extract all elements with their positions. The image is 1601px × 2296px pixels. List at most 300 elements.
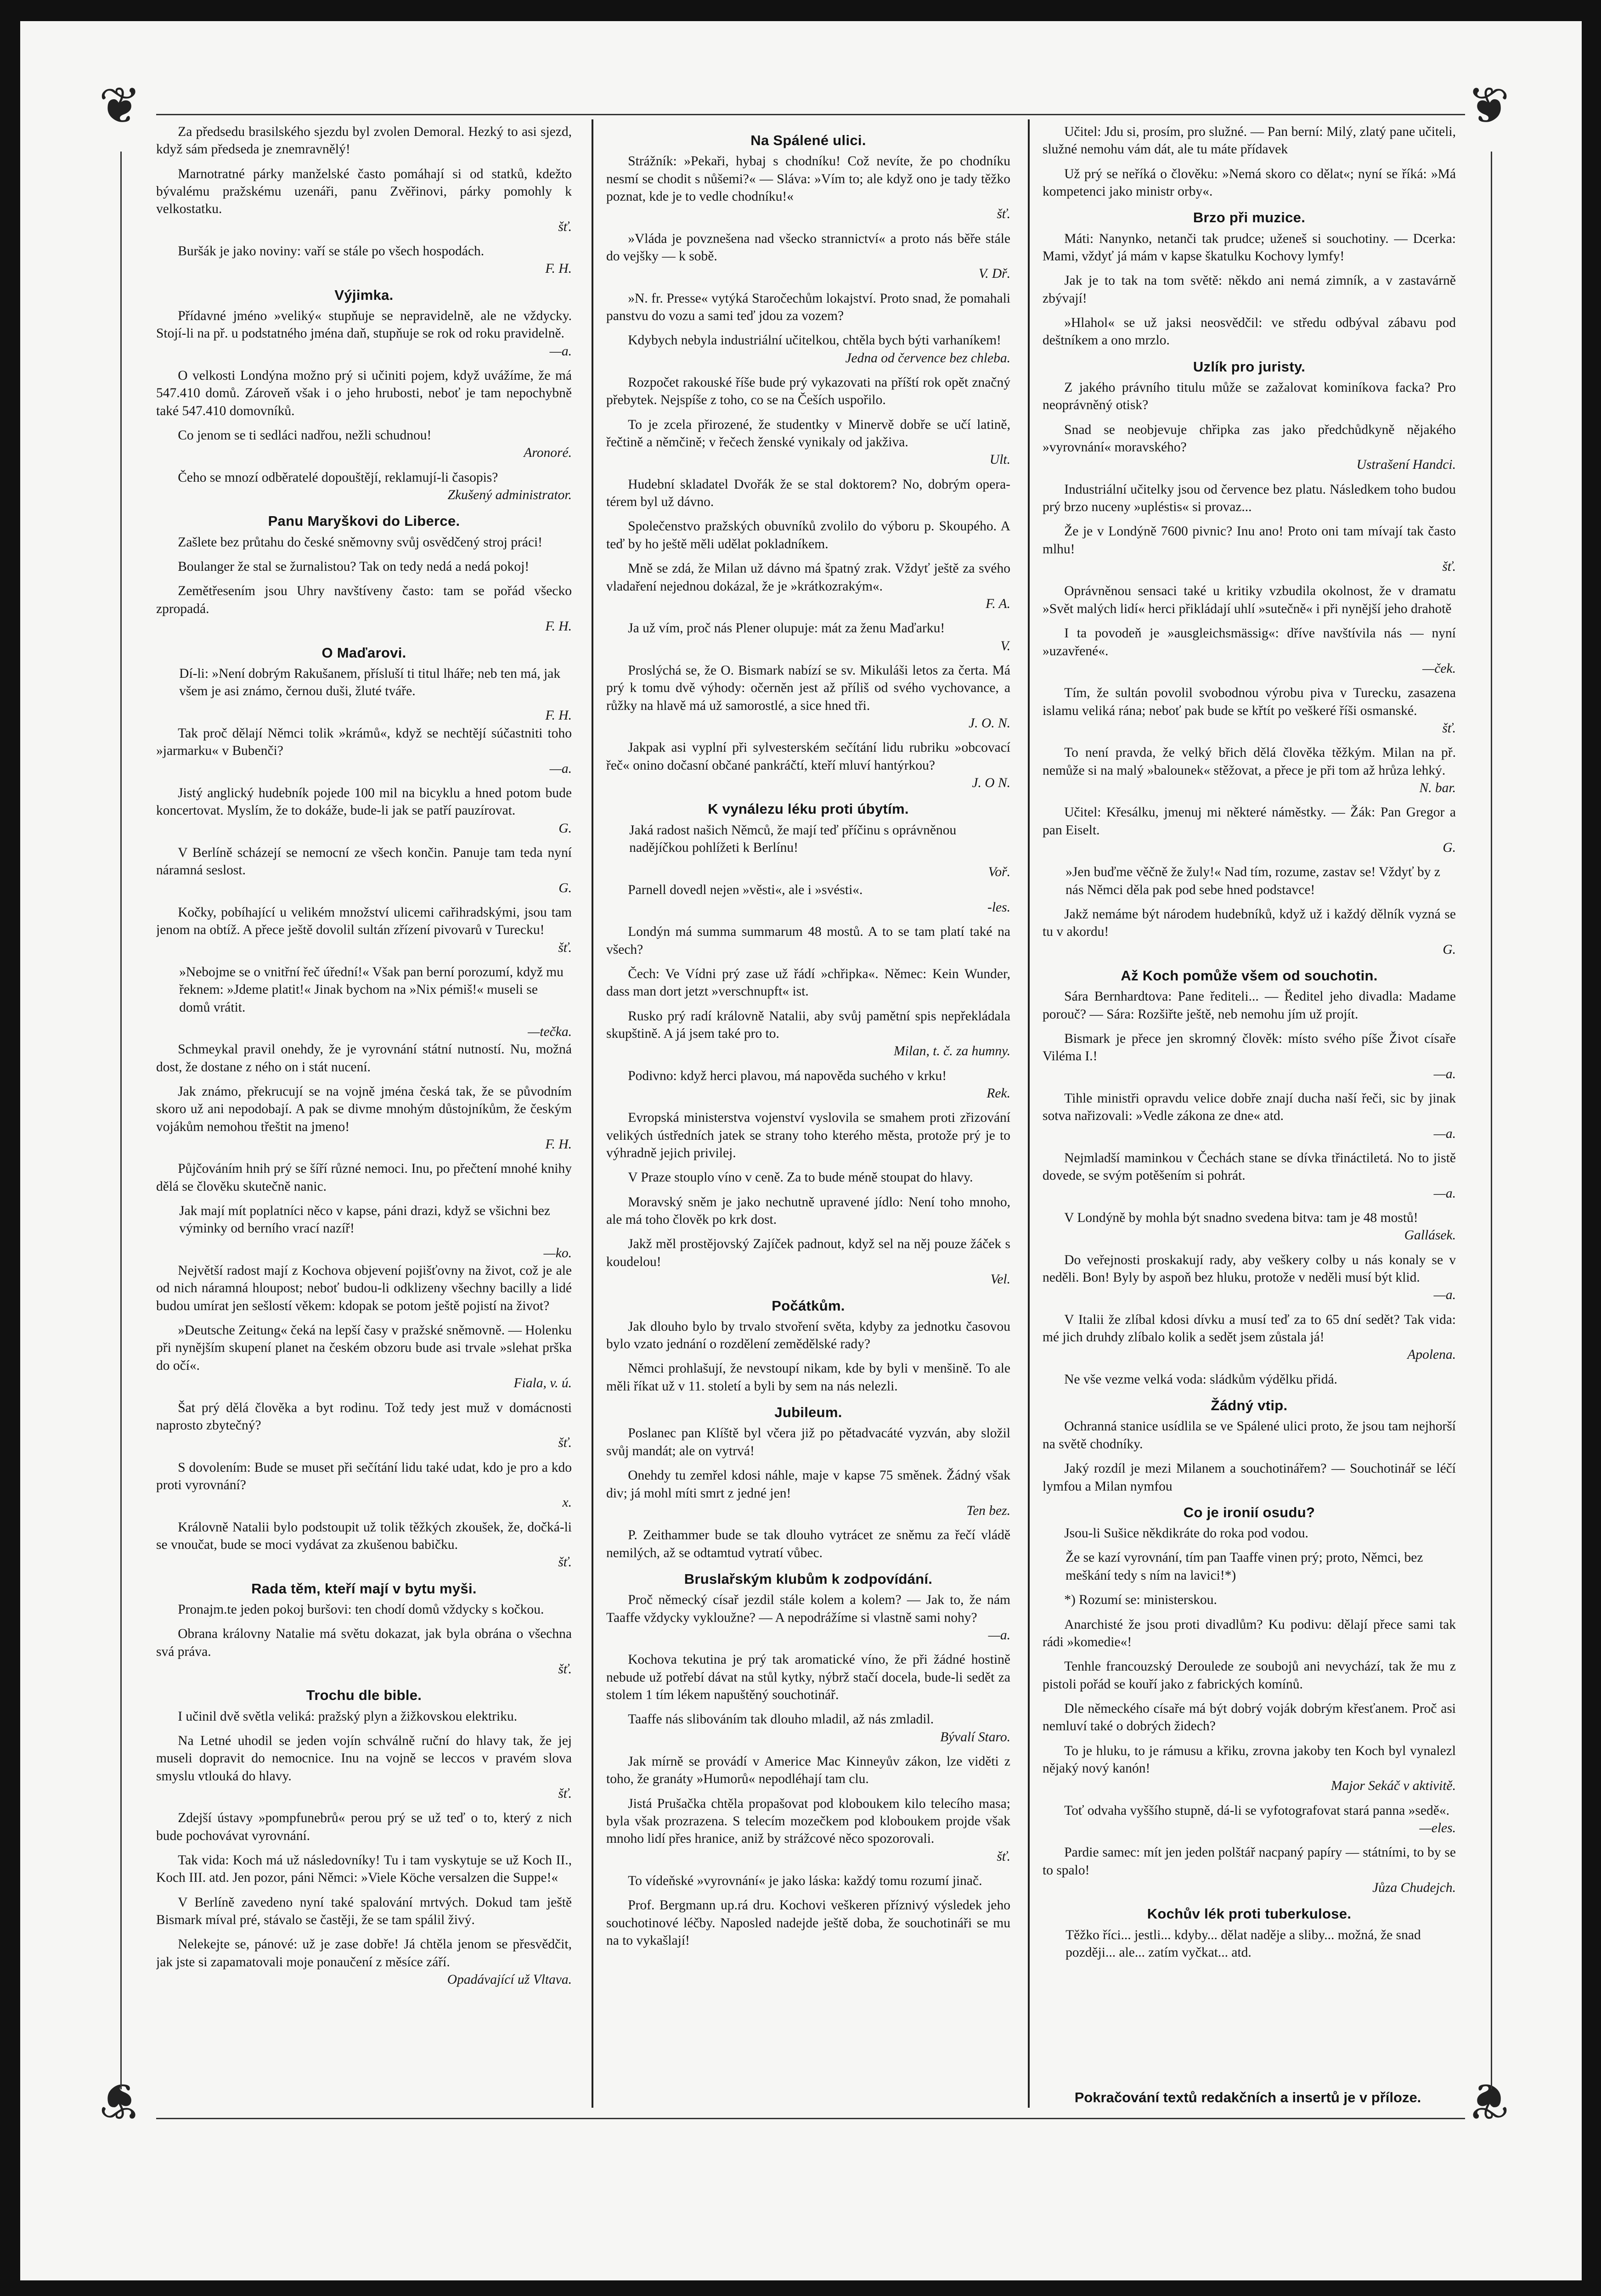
- author-signature: Bývalí Staro.: [940, 1729, 1010, 1745]
- corner-ornament-bottom-left-icon: ❦: [99, 2071, 141, 2130]
- item-text: Do veřejnosti proskakují rady, aby veškery colby u nás konaly se v neděli. Bon! Byly by aspoň bez hluku, protože v neděli musí být klid.: [1043, 1252, 1456, 1285]
- author-signature: —eles.: [1419, 1820, 1456, 1835]
- news-item: [156, 1708, 572, 1725]
- item-text: Anarchisté že jsou proti divadlům? Ku podivu: dělají přece sami tak rádi »komedie«!: [1043, 1617, 1456, 1649]
- item-text: Schmeykal pravil onehdy, že je vyrovnání státní nutností. Nu, možná dost, že dostane z ného on i stát nucení.: [156, 1042, 572, 1075]
- news-item: [1043, 804, 1456, 856]
- news-item: [1043, 906, 1456, 958]
- author-signature: šť.: [558, 1661, 572, 1677]
- item-text: Ochranná stanice usídlila se ve Spálené ulici proto, že jsou tam nejhorší na světě chodníky.: [1043, 1419, 1456, 1452]
- item-text: Největší radost mají z Kochova objevení pojišťovny na život, což je ale od nich náramná hloupost; neboť budou-li odklizeny všechny bacilly a lidé budou umírat jen sešlostí věkem: kdopak se potom ještě pojistí na život?: [156, 1263, 572, 1313]
- news-item: [1043, 1700, 1456, 1735]
- frame-rule-left: [120, 152, 122, 2089]
- verse-item: [179, 665, 572, 700]
- news-item: [606, 1872, 1010, 1890]
- item-text: O Maďarovi.: [321, 644, 406, 661]
- news-item: [1043, 1525, 1456, 1542]
- item-text: V Londýně by mohla být snadno svedena bitva: tam je 48 mostů!: [1064, 1210, 1418, 1226]
- section-heading: [156, 1686, 572, 1705]
- section-heading: [1043, 1905, 1456, 1923]
- news-item: [606, 1651, 1010, 1704]
- news-item: [1043, 314, 1456, 349]
- item-text: Pronajm.te jeden pokoj buršovi: ten chodí domů vždycky s kočkou.: [178, 1602, 544, 1617]
- item-text: Hudební skladatel Dvořák že se stal doktorem? No, dobrým opera-térem byl už dávno.: [606, 477, 1010, 510]
- news-item: [156, 307, 572, 360]
- item-text: K vynálezu léku proti úbytím.: [708, 801, 909, 817]
- news-item: [156, 1732, 572, 1802]
- news-item: [1043, 582, 1456, 618]
- item-text: »N. fr. Presse« vytýká Staročechům lokajství. Proto snad, že pomahali panstvu do vozu a sami teď jdou za vozem?: [606, 291, 1010, 324]
- item-text: Společenstvo pražských obuvníků zvolilo do výboru p. Skoupého. A teď by ho ještě měli udělat pokladníkem.: [606, 519, 1010, 551]
- item-text: Buršák je jako noviny: vaří se stále po všech hospodách.: [178, 244, 485, 259]
- text-column-2: [606, 123, 1010, 2111]
- section-heading: [606, 800, 1010, 818]
- news-item: [606, 1467, 1010, 1519]
- column-divider: [592, 119, 593, 2108]
- frame-rule-top: [156, 114, 1465, 115]
- item-text: Marnotratné párky manželské často pomáhají si od statků, kdežto bývalému pražskému uzenáři, panu Zvěřinovi, párky pomohly k velkostatku.: [156, 166, 572, 217]
- item-text: »Vláda je povznešena nad všecko strannictví« a proto nás běře stále do vejšky — k sobě.: [606, 231, 1010, 264]
- item-text: Jaká radost našich Němců, že mají teď příčinu s oprávněnou nadějíčkou pohlížeti k Berlínu!: [629, 822, 957, 855]
- news-item: [606, 374, 1010, 409]
- author-signature: šť.: [558, 940, 572, 955]
- author-signature: V.: [1000, 638, 1010, 653]
- author-signature: F. H.: [545, 261, 572, 276]
- item-text: Podivno: když herci plavou, má napověda suchého v krku!: [628, 1068, 947, 1083]
- item-text: Máti: Nanynko, netanči tak prudce; uženeš si souchotiny. — Dcerka: Mami, vždyť já mám v kapse škatulku Kochovy lymfy!: [1043, 231, 1456, 264]
- news-item: [1043, 744, 1456, 797]
- news-item: [606, 1591, 1010, 1644]
- section-heading: [156, 1580, 572, 1598]
- section-heading: [606, 1570, 1010, 1588]
- corner-ornament-bottom-right-icon: ❦: [1467, 2071, 1510, 2130]
- section-heading: [606, 1297, 1010, 1315]
- news-item: [1043, 272, 1456, 307]
- item-text: Evropská ministerstva vojenství vyslovila se smahem proti zřizování velikých ústředních jatek se strany toho kterého města, protože prý je to výhradně jejich privilej.: [606, 1110, 1010, 1161]
- news-item: [606, 923, 1010, 958]
- news-item: [156, 1936, 572, 1988]
- item-text: Tenhle francouzský Deroulede ze soubojů ani nevychází, tak že mu z pistoli pořád se kouří jako z fabrických komínů.: [1043, 1659, 1456, 1692]
- item-text: Londýn má summa summarum 48 mostů. A to se tam platí také na všech?: [606, 924, 1010, 957]
- news-item: [1043, 684, 1456, 737]
- news-item: [606, 1109, 1010, 1162]
- item-text: Kochův lék proti tuberkulose.: [1147, 1906, 1352, 1922]
- item-text: Jak je to tak na tom světě: někdo ani nemá zimník, a v zastavárně zbývají!: [1043, 273, 1456, 306]
- author-signature: šť.: [1442, 559, 1456, 574]
- author-signature: x.: [562, 1495, 572, 1510]
- item-text: Počátkům.: [772, 1297, 845, 1314]
- item-text: Uzlík pro juristy.: [1193, 358, 1306, 375]
- item-text: Proslýchá se, že O. Bismark nabízí se sv. Mikuláši letos za čerta. Má prý k tomu dvě výhody: očerněn jest až příliš od svého vychovance, a růžky na hlavě má už samorostlé, a sice hned tři.: [606, 663, 1010, 713]
- news-item: [156, 1160, 572, 1195]
- author-signature: —a.: [988, 1627, 1010, 1643]
- item-text: Přídavné jméno »veliký« stupňuje se nepravidelně, ale ne vždycky. Stojí-li na př. u podstatného jména daň, stupňuje se rok od roku pravidelně.: [156, 309, 572, 341]
- section-heading: [156, 644, 572, 662]
- item-text: Sára Bernhardtova: Pane řediteli... — Ředitel jeho divadla: Madame porouč? — Sára: Rozšiřte ještě, neb nemohu jím už projít.: [1043, 989, 1456, 1022]
- author-signature: F. H.: [545, 619, 572, 634]
- item-text: V Berlíně zavedeno nyní také spalování mrtvých. Dokud tam ještě Bismark míval pré, stávalo se častěji, že se tam spálil živý.: [156, 1895, 572, 1928]
- item-text: Šat prý dělá člověka a byt rodinu. Tož tedy jest muž v domácnosti naprosto zbytečný?: [156, 1400, 572, 1433]
- item-text: Jubileum.: [774, 1404, 842, 1421]
- item-text: Čech: Ve Vídni prý zase už řádí »chřipka«. Němec: Kein Wunder, dass man dort jetzt »verschnupft« ist.: [606, 967, 1010, 999]
- news-item: [606, 1318, 1010, 1353]
- author-signature: —a.: [1433, 1126, 1456, 1141]
- item-text: Panu Maryškovi do Liberce.: [268, 513, 460, 529]
- item-text: Brzo při muzice.: [1193, 209, 1306, 226]
- item-text: V Italii že zlíbal kdosi dívku a musí teď za to 65 dní sedět? Tak vida: mé jich druhdy zlíbalo kolik a sedět jsem zůstala já!: [1043, 1312, 1456, 1345]
- news-item: [1043, 1742, 1456, 1795]
- author-signature: —a.: [1433, 1066, 1456, 1081]
- news-item: [156, 1459, 572, 1512]
- news-item: [156, 242, 572, 278]
- author-signature: G.: [1443, 942, 1456, 957]
- news-item: [156, 582, 572, 635]
- verse-item: [179, 963, 572, 1016]
- corner-ornament-top-left-icon: ❦: [99, 76, 141, 135]
- news-item: [1043, 1658, 1456, 1693]
- item-text: Proč německý císař jezdil stále kolem a kolem? — Jak to, že nám Taaffe vždycky vykloužne? — A nepodrážíme si vlastně sami nohy?: [606, 1593, 1010, 1625]
- section-heading: [606, 1403, 1010, 1422]
- news-item: [606, 152, 1010, 223]
- news-item: [1043, 481, 1456, 516]
- item-text: Taaffe nás slibováním tak dlouho mladil, až nás zmladil.: [628, 1712, 934, 1727]
- item-text: Jakpak asi vyplní při sylvesterském sečítání lidu rubriku »obcovací řeč« onino dočasní občané pankráčtí, kteří mluví hantýrkou?: [606, 740, 1010, 773]
- news-item: [156, 1041, 572, 1076]
- news-item: [1043, 421, 1456, 474]
- item-text: Jakž nemáme být národem hudebníků, když už i každý dělník vyzná se tu v akordu!: [1043, 906, 1456, 940]
- item-text: Učitel: Křesálku, jmenuj mi některé náměstky. — Žák: Pan Gregor a pan Eiselt.: [1043, 805, 1456, 838]
- author-signature: Rek.: [987, 1086, 1010, 1101]
- news-item: [1043, 379, 1456, 414]
- news-item: [1043, 1616, 1456, 1651]
- item-text: Že je v Londýně 7600 pivnic? Inu ano! Proto oni tam mívají tak často mlhu!: [1043, 524, 1456, 557]
- item-text: Půjčováním hnih prý se šíří různé nemoci. Inu, po přečtení mnohé knihy dělá se člověku skutečně nanic.: [156, 1161, 572, 1194]
- news-item: [606, 619, 1010, 655]
- news-item: [606, 965, 1010, 1001]
- item-text: Bruslařským klubům k zodpovídání.: [684, 1570, 933, 1587]
- news-item: [156, 165, 572, 236]
- verse-item: [1065, 863, 1456, 899]
- news-item: [606, 1896, 1010, 1949]
- item-text: Jak mají mít poplatníci něco v kapse, páni drazi, když se všichni bez výminky od berního vrací nazíř!: [179, 1204, 550, 1236]
- news-item: [156, 1322, 572, 1392]
- news-item: [156, 1851, 572, 1887]
- item-text: Jakž měl prostějovský Zajíček padnout, když sel na něj pouze žáček s koudelou!: [606, 1237, 1010, 1269]
- author-signature: šť.: [558, 1435, 572, 1451]
- news-item: [606, 560, 1010, 613]
- news-item: [1043, 1591, 1456, 1609]
- news-item: [156, 904, 572, 957]
- news-item: [156, 427, 572, 462]
- news-item: [606, 1526, 1010, 1562]
- item-text: Prof. Bergmann up.rá dru. Kochovi veškeren příznivý výsledek jeho souchotinové léčby. Naposled nadejde ještě doba, že souchotináři se mu na to vykašlají!: [606, 1898, 1010, 1948]
- author-signature: J. O. N.: [969, 715, 1010, 731]
- author-signature: —a.: [549, 761, 572, 776]
- verse-item: [1065, 1926, 1456, 1962]
- section-heading: [1043, 208, 1456, 227]
- author-signature: —tečka.: [528, 1024, 572, 1039]
- item-text: Z jakého právního titulu může se zažalovat kominíkova facka? Pro neoprávněný otisk?: [1043, 380, 1456, 413]
- author-signature: šť.: [997, 1849, 1010, 1864]
- item-text: *) Rozumí se: ministerskou.: [1064, 1593, 1217, 1608]
- item-text: To je zcela přirozené, že studentky v Minervě dobře se učí latině, řečtině a němčině; v řečech ženské vynikaly od jakživa.: [606, 417, 1010, 450]
- news-item: [1043, 1371, 1456, 1388]
- author-signature: —a.: [1433, 1186, 1456, 1201]
- news-item: [606, 416, 1010, 469]
- item-text: Nejmladší maminkou v Čechách stane se dívka třináctiletá. No to jistě dovede, se svým potěšením si pohrát.: [1043, 1151, 1456, 1183]
- item-text: Poslanec pan Klíště byl včera již po pětadvacáté vyzván, aby složil svůj mandát; ale on vytrvá!: [606, 1426, 1010, 1458]
- item-text: Rozpočet rakouské říše bude prý vykazovati na příští rok opět značný přebytek. Nejspíše z toho, co se na Češích uspořilo.: [606, 375, 1010, 408]
- news-item: [606, 1360, 1010, 1395]
- item-text: Oprávněnou sensaci také u kritiky vzbudila okolnost, že v dramatu »Svět malých lidí« herci přikládají uhlí »sutečně« i při nynější jeho drahotě: [1043, 584, 1456, 616]
- author-signature: Vel.: [990, 1272, 1010, 1287]
- news-item: [606, 1753, 1010, 1788]
- section-heading: [156, 512, 572, 530]
- item-text: »Jen buďme věčně že žuly!« Nad tím, rozume, zastav se! Vždyť by z nás Němci děla pak pod sebe hned podstavce!: [1065, 865, 1441, 897]
- news-item: [156, 1399, 572, 1452]
- author-signature: Ustrašení Handci.: [1356, 457, 1456, 473]
- section-heading: [1043, 1503, 1456, 1522]
- item-text: Žádný vtip.: [1211, 1397, 1288, 1414]
- item-text: Tihle ministři opravdu velice dobře znají ducha naší řeči, sic by jinak sotva nařizovali: »Vedle zákona ze dne« atd.: [1043, 1091, 1456, 1124]
- author-signature: Gallásek.: [1404, 1228, 1456, 1243]
- news-item: [156, 1809, 572, 1845]
- news-item: [606, 1235, 1010, 1288]
- item-text: Mně se zdá, že Milan už dávno má špatný zrak. Vždyť ještě za svého vladaření nejednou dokázal, že je »krátkozrakým«.: [606, 561, 1010, 594]
- author-signature: G.: [558, 821, 572, 836]
- author-signature: Ten bez.: [966, 1503, 1010, 1518]
- item-text: Boulanger že stal se žurnalistou? Tak on tedy nedá a nedá pokoj!: [178, 559, 530, 574]
- item-text: Moravský sněm je jako nechutně upravené jídlo: Není toho mnoho, ale má toho člověk po krk dost.: [606, 1194, 1010, 1227]
- item-text: Zemětřesením jsou Uhry navštíveny často: tam se pořád všecko zpropadá.: [156, 584, 572, 616]
- author-signature: —ček.: [1422, 661, 1456, 676]
- news-item: [156, 844, 572, 897]
- author-signature: F. H.: [545, 1137, 572, 1152]
- author-signature: G.: [558, 880, 572, 895]
- section-heading: [1043, 1396, 1456, 1415]
- section-heading: [1043, 358, 1456, 376]
- author-signature: F. A.: [986, 596, 1010, 611]
- news-item: [1043, 1460, 1456, 1495]
- item-text: Rusko prý radí královně Natalii, aby svůj pamětní spis nepřekládala skupštině. A já jsem také pro to.: [606, 1008, 1010, 1041]
- author-signature: Zkušený administrator.: [447, 488, 572, 503]
- news-item: [606, 290, 1010, 325]
- news-item: [606, 1067, 1010, 1103]
- item-text: To není pravda, že velký břich dělá člověka těžkým. Milan na př. nemůže si na malý »balounek« stěžovat, a přece je při tom až hrůza lehký.: [1043, 745, 1456, 778]
- item-text: »Hlahol« se už jaksi neosvědčil: ve středu odbýval zábavu pod deštníkem a ono mrzlo.: [1043, 315, 1456, 348]
- frame-rule-bottom: [156, 2118, 1465, 2119]
- author-signature: —a.: [1433, 1288, 1456, 1303]
- item-text: Že se kazí vyrovnání, tím pan Taaffe vinen prý; proto, Němci, bez meškání tedy s ním na lavici!*): [1065, 1550, 1423, 1583]
- author-signature: Major Sekáč v aktivitě.: [1331, 1778, 1456, 1794]
- news-item: [1043, 1209, 1456, 1244]
- verse-item: [1065, 1549, 1456, 1584]
- author-signature: Voř.: [988, 865, 1010, 880]
- author-signature: N. bar.: [1419, 780, 1456, 795]
- item-text: Parnell dovedl nejen »věsti«, ale i »svésti«.: [628, 882, 863, 897]
- news-item: [156, 1262, 572, 1315]
- item-text: O velkosti Londýna možno prý si učiniti pojem, když uvážíme, že má 547.410 domů. Zároveň však i o jeho hrubosti, neboť je tam nepochybně také 547.410 domovníků.: [156, 368, 572, 418]
- item-text: Ne vše vezme velká voda: sládkům výdělku přidá.: [1064, 1372, 1337, 1387]
- author-signature: šť.: [558, 1786, 572, 1801]
- item-text: Strážník: »Pekaři, hybaj s chodníku! Což nevíte, že po chodníku nesmí se chodit s nůšemi?« — Sláva: »Vím to; ale když ono je tady těžko poznat, kde je to vedle chodníku!«: [606, 154, 1010, 204]
- author-signature: Opadávající už Vltava.: [447, 1972, 572, 1987]
- news-item: [606, 1795, 1010, 1865]
- item-text: I učinil dvě světla veliká: pražský plyn a žižkovskou elektriku.: [178, 1709, 518, 1724]
- author-signature: —a.: [549, 343, 572, 359]
- section-heading: [1043, 967, 1456, 985]
- item-text: Jsou-li Sušice někdikráte do roka pod vodou.: [1064, 1526, 1308, 1541]
- text-column-3: [1043, 123, 1456, 2111]
- item-text: Jistá Prušačka chtěla propašovat pod kloboukem kilo telecího masa; byla však prozrazena. S telecím mozečkem pod kloboukem projde však mnoho lidí přes hranice, aniž by strážcové něco spozorovali.: [606, 1796, 1010, 1846]
- item-text: »Deutsche Zeitung« čeká na lepší časy v pražské sněmovně. — Holenku při nynějším skupení planet na českém obzoru bude asi trvale »slehat prška do očí«.: [156, 1323, 572, 1373]
- item-text: »Nebojme se o vnitřní řeč úřední!« Však pan berní porozumí, když mu řeknem: »Jdeme platit!« Jinak bychom na »Nix pémiš!« museli se domů vrátit.: [179, 964, 564, 1015]
- item-text: To vídeňské »vyrovnání« je jako láska: každý tomu rozumí jinač.: [628, 1873, 982, 1888]
- item-text: Toť odvaha vyššího stupně, dá-li se vyfotografovat stará panna »sedě«.: [1064, 1803, 1449, 1818]
- item-text: Co je ironií osudu?: [1183, 1504, 1315, 1520]
- item-text: Onehdy tu zemřel kdosi náhle, maje v kapse 75 směnek. Žádný však div; já mohl míti smrt z jedné jen!: [606, 1468, 1010, 1501]
- news-item: [1043, 165, 1456, 201]
- item-text: Co jenom se ti sedláci nadřou, nežli schudnou!: [178, 428, 432, 443]
- item-text: Nelekejte se, pánové: už je zase dobře! Já chtěla jenom se přesvědčit, jak jste si zapamatovali moje ponaučení z měsíce září.: [156, 1937, 572, 1970]
- item-text: Už prý se neříká o člověku: »Nemá skoro co dělat«; nyní se říká: »Má kompetenci jako ministr orby«.: [1043, 166, 1456, 199]
- news-item: [606, 1711, 1010, 1746]
- author-signature: F. H.: [545, 708, 572, 723]
- news-item: [156, 123, 572, 158]
- item-text: Jistý anglický hudebník pojede 100 mil na bicyklu a hned potom bude koncertovat. Myslím, že to dokáže, bude-li jak se patří pauzírovat.: [156, 785, 572, 818]
- author-signature: G.: [1443, 840, 1456, 855]
- item-text: Trochu dle bible.: [306, 1687, 422, 1704]
- item-text: Kočky, pobíhající u velikém množství ulicemi cařihradskými, jsou tam jenom na obtíž. A přece ještě dovolil sultán zřízení pivovarů v Turecku!: [156, 905, 572, 938]
- item-text: Obrana královny Natalie má světu dokazat, jak byla obrána o všechna svá práva.: [156, 1626, 572, 1659]
- item-text: Jak mírně se provádí v Americe Mac Kinneyův zákon, lze viděti z toho, že granáty »Humorů« nepodléhají tam clu.: [606, 1754, 1010, 1787]
- item-text: Čeho se mnozí odběratelé dopouštějí, reklamují-li časopis?: [178, 470, 498, 485]
- item-text: Pardie samec: mít jen jeden polštář nacpaný papíry — státními, to by se to spalo!: [1043, 1845, 1456, 1878]
- item-text: Těžko říci... jestli... kdyby... dělat naděje a sliby... možná, že snad později... ale... zatím vyčkat... atd.: [1065, 1927, 1421, 1960]
- item-text: Tím, že sultán povolil svobodnou výrobu piva v Turecku, zasazena islamu veliká rána; neboť pak bude se křtít po veškeré říši osmanské.: [1043, 686, 1456, 718]
- news-item: [606, 662, 1010, 732]
- item-text: Jak dlouho bylo by trvalo stvoření světa, kdyby za jednotku časovou bylo vzato jednání o rozdělení zemědělské rady?: [606, 1319, 1010, 1352]
- author-signature: —ko.: [543, 1245, 572, 1261]
- news-item: [156, 1519, 572, 1571]
- author-signature: Apolena.: [1407, 1347, 1456, 1362]
- item-text: I ta povodeň je »ausgleichsmässig«: dříve navštívila nás — nyní »uzavřené«.: [1043, 626, 1456, 658]
- news-item: [606, 518, 1010, 553]
- news-item: [1043, 1418, 1456, 1453]
- news-item: [156, 469, 572, 504]
- item-text: Dí-li: »Není dobrým Rakušanem, přísluší ti titul lháře; neb ten má, jak všem je asi známo, černou duši, žluté tváře.: [179, 666, 561, 699]
- item-text: S dovolením: Bude se muset při sečítání lidu také udat, kdo je pro a kdo proti vyrovnání?: [156, 1460, 572, 1492]
- news-item: [606, 1193, 1010, 1229]
- continuation-note: Pokračování textů redakčních a insertů je v příloze.: [1074, 2089, 1421, 2105]
- news-item: [606, 881, 1010, 917]
- author-signature: Aronoré.: [524, 445, 572, 461]
- news-item: [606, 1424, 1010, 1460]
- author-signature: Jedna od července bez chleba.: [845, 350, 1010, 366]
- item-text: Zašlete bez průtahu do české sněmovny svůj osvědčený stroj práci!: [178, 535, 542, 550]
- item-text: P. Zeithammer bude se tak dlouho vytrácet ze sněmu za řečí vládě nemilých, až se odtamtud vytratí vůbec.: [606, 1528, 1010, 1560]
- author-signature: Fiala, v. ú.: [513, 1376, 572, 1391]
- item-text: Rada těm, kteří mají v bytu myši.: [251, 1580, 477, 1597]
- news-item: [156, 534, 572, 551]
- item-text: V Praze stouplo víno v ceně. Za to bude méně stoupat do hlavy.: [628, 1170, 973, 1185]
- author-signature: Jůza Chudejch.: [1372, 1880, 1456, 1895]
- news-item: [606, 230, 1010, 283]
- item-text: Němci prohlašují, že nevstoupí nikam, kde by byli v menšině. To ale měli říkat už v 11. století a byli by sem na nás nelezli.: [606, 1361, 1010, 1394]
- item-text: Tak proč dělají Němci tolik »krámů«, když se nechtějí súčastniti toho »jarmarku« v Bubenči?: [156, 726, 572, 759]
- item-text: Jak známo, překrucují se na vojně jména česká tak, že se původním skoro už ani nepodobají. A pak se divme mnohým důstojníkům, že českým vojákům nemohou třeštit na jmeno!: [156, 1084, 572, 1134]
- news-item: [156, 784, 572, 837]
- news-item: [1043, 1149, 1456, 1202]
- news-item: [156, 558, 572, 575]
- text-column-1: [156, 123, 572, 2111]
- item-text: Dle německého císaře má být dobrý voják dobrým křesťanem. Proč asi nemluví také o dobrých židech?: [1043, 1701, 1456, 1734]
- news-item: [156, 1601, 572, 1618]
- news-item: [1043, 1090, 1456, 1142]
- item-text: Na Letné uhodil se jeden vojín schválně ruční do hlavy tak, že jej museli dopravit do nemocnice. Inu na vojně se leccos v pravém slova smyslu vtlouká do hlavy.: [156, 1733, 572, 1784]
- item-text: Kdybych nebyla industriální učitelkou, chtěla bych býti varhaníkem!: [628, 333, 1001, 348]
- news-item: [606, 332, 1010, 367]
- author-signature: Ult.: [989, 452, 1010, 467]
- verse-item: [179, 1202, 572, 1238]
- item-text: Až Koch pomůže všem od souchotin.: [1121, 968, 1378, 984]
- news-item: [606, 1007, 1010, 1060]
- news-item: [156, 1083, 572, 1153]
- author-signature: šť.: [997, 207, 1010, 222]
- news-item: [1043, 1802, 1456, 1837]
- item-text: Ja už vím, proč nás Plener olupuje: mát za ženu Maďarku!: [628, 621, 945, 636]
- author-signature: V. Dř.: [978, 266, 1010, 281]
- corner-ornament-top-right-icon: ❦: [1467, 76, 1510, 135]
- item-text: V Berlíně scházejí se nemocní ze všech končin. Panuje tam teda nyní náramná seslost.: [156, 845, 572, 878]
- author-signature: šť.: [1442, 720, 1456, 736]
- item-text: Královně Natalii bylo podstoupit už tolik těžkých zkoušek, že, dočká-li se vnoučat, bude se moci vydávat za zkušenou babičku.: [156, 1519, 572, 1552]
- news-item: [1043, 1844, 1456, 1896]
- item-text: Snad se neobjevuje chřipka zas jako předchůdkyně nějakého »vyrovnání« moravského?: [1043, 422, 1456, 455]
- item-text: Za předsedu brasilského sjezdu byl zvolen Demoral. Hezký to asi sjezd, když sám předseda je znemravnělý!: [156, 124, 572, 157]
- news-item: [1043, 988, 1456, 1023]
- item-text: Bismark je přece jen skromný člověk: místo svého píše Život císaře Viléma I.!: [1043, 1031, 1456, 1064]
- item-text: Na Spálené ulici.: [750, 132, 866, 148]
- news-item: [1043, 123, 1456, 158]
- news-item: [156, 725, 572, 777]
- item-text: Učitel: Jdu si, prosím, pro služné. — Pan berní: Milý, zlatý pane učiteli, služné nemohu vám dát, ale tu máte přídavek: [1043, 124, 1456, 157]
- column-divider: [1028, 119, 1030, 2108]
- section-heading: [606, 131, 1010, 150]
- news-item: [1043, 1030, 1456, 1083]
- author-signature: šť.: [558, 219, 572, 234]
- news-item: [1043, 523, 1456, 575]
- news-item: [156, 1625, 572, 1678]
- author-signature: šť.: [558, 1555, 572, 1570]
- section-heading: [156, 286, 572, 304]
- item-text: Jaký rozdíl je mezi Milanem a souchotinářem? — Souchotinář se léčí lymfou a Milan nymfou: [1043, 1461, 1456, 1494]
- author-signature: J. O N.: [972, 775, 1010, 790]
- verse-item: [629, 822, 1010, 857]
- item-text: Výjimka.: [334, 287, 394, 303]
- item-text: To je hluku, to je rámusu a křiku, zrovna jakoby ten Koch byl vynalezl nějaký nový kanón!: [1043, 1743, 1456, 1776]
- news-item: [606, 739, 1010, 792]
- author-signature: Milan, t. č. za humny.: [893, 1044, 1010, 1059]
- news-item: [606, 476, 1010, 511]
- news-item: [156, 1894, 572, 1929]
- news-item: [606, 1169, 1010, 1186]
- frame-rule-right: [1491, 152, 1492, 2089]
- news-item: [1043, 230, 1456, 265]
- item-text: Kochova tekutina je prý tak aromatické víno, že při žádné hostině nebude už potřebí dávat na stůl kytky, nýbrž stačí docela, bude-li sedět za stolem 1 tím lékem napuštěný souchotinář.: [606, 1652, 1010, 1702]
- news-item: [1043, 1311, 1456, 1364]
- news-item: [1043, 1251, 1456, 1304]
